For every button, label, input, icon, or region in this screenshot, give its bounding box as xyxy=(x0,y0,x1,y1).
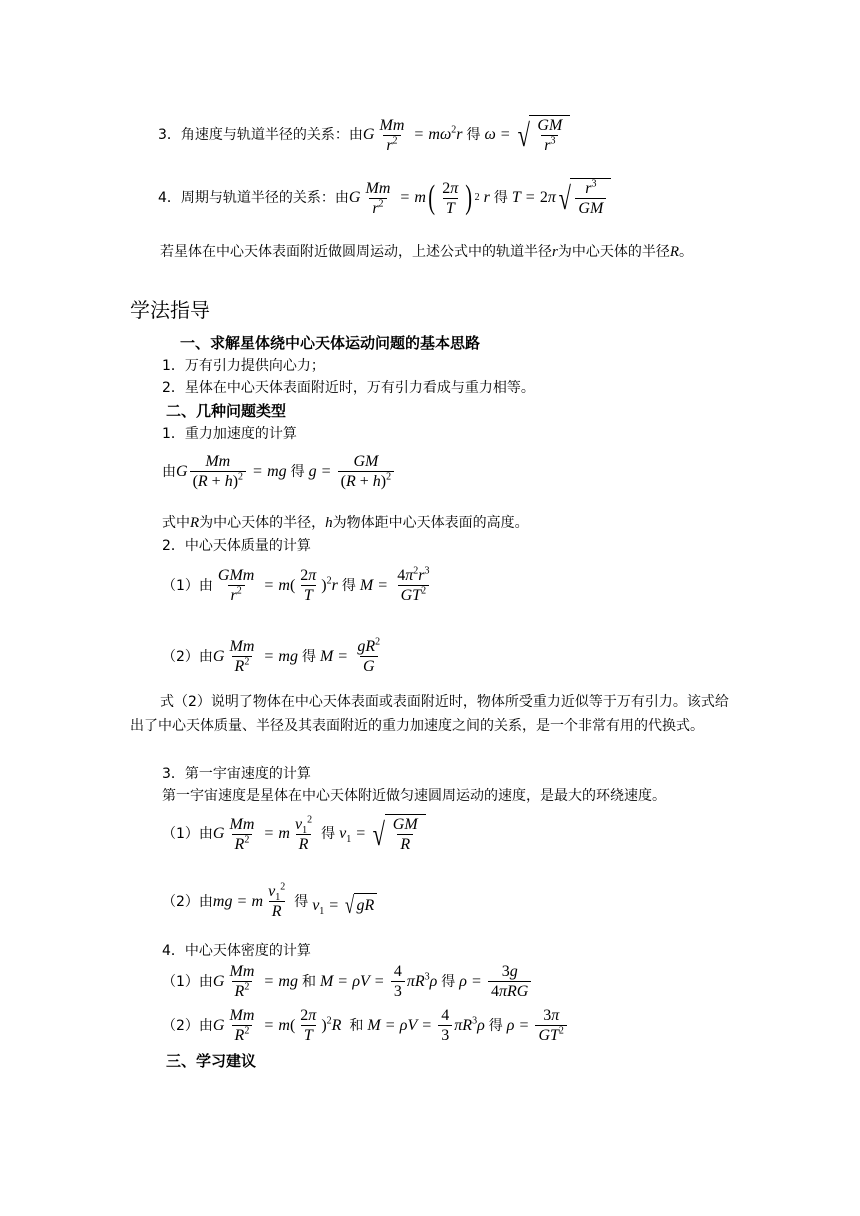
g-note-h: h xyxy=(325,515,333,531)
mass-title: 2．中心天体质量的计算 xyxy=(162,538,311,554)
mass-2-de: 得 xyxy=(301,648,316,665)
g-note-R: R xyxy=(190,515,200,531)
velocity-desc: 第一宇宙速度是星体在中心天体附近做匀速圆周运动的速度，是最大的环绕速度。 xyxy=(162,788,666,804)
g-note-b: 为中心天体的半径， xyxy=(199,515,326,531)
g-note-a: 式中 xyxy=(162,515,190,531)
heading-study-guide: 学法指导 xyxy=(130,298,210,322)
g-you: 由 xyxy=(162,463,176,480)
surface-note-a: 若星体在中心天体表面附近做圆周运动，上述公式中的轨道半径 xyxy=(160,244,552,260)
density-1-label: （1）由 xyxy=(162,973,213,990)
formula-4-de: 得 xyxy=(493,190,508,206)
surface-note xyxy=(160,242,693,262)
density-1-de: 得 xyxy=(441,973,456,990)
formula-3-label: 3．角速度与轨道半径的关系：由 xyxy=(158,127,363,143)
section-3-title: 三、学习建议 xyxy=(166,1052,257,1070)
mass-1-de: 得 xyxy=(341,577,356,594)
surface-note-r: r xyxy=(552,244,558,260)
formula-velocity-2: （2）由 mg = m $\frac{v_1^2}{R}$ 得 $v_1$ = √ gR xyxy=(162,882,377,921)
formula-period: 4．周期与轨道半径的关系：由 G $\frac{Mm}{r^2}$ = m ( $\frac{2\pi}{T}$ ) 2 r 得 T = 2 π √ $\frac{r^3}{GM}$ xyxy=(158,178,611,218)
velocity-title: 3．第一宇宙速度的计算 xyxy=(162,766,311,782)
formula-gravity-accel: 由 G $\frac{Mm}{(R + h)^2}$ = mg 得 g = $\frac{GM}{(R + h)^2}$ xyxy=(162,452,396,491)
section-1-item-2: 2．星体在中心天体表面附近时，万有引力看成与重力相等。 xyxy=(162,380,535,396)
density-title: 4．中心天体密度的计算 xyxy=(162,943,311,959)
formula-density-2: （2）由 G $\frac{Mm}{R^2}$ = m( $\frac{2\pi}{T}$ )$^2$R 和 M = ρV = $\frac{4}{3}$ $\pi R^3\rho$ 得 ρ = $\frac{3\pi}{GT^2}$ xyxy=(162,1006,569,1045)
formula-angular-velocity: 3．角速度与轨道半径的关系：由 G $\frac{Mm}{r^2}$ = $m\omega^2r$ 得 ω = √ $\frac{GM}{r^3}$ xyxy=(158,115,570,155)
g-de: 得 xyxy=(290,463,305,480)
formula-mass-1: （1）由 $\frac{\text{GMm}}{r^2}$ = m( $\frac{2\pi}{T}$ )$^2$r 得 M = $\frac{4\pi^2r^3}{GT^2}$ xyxy=(162,565,430,604)
section-1-item-1: 1．万有引力提供向心力； xyxy=(162,358,325,374)
velocity-1-de: 得 xyxy=(321,826,336,842)
section-2-title: 二、几种问题类型 xyxy=(166,402,287,420)
mass-explanation: 式（2）说明了物体在中心天体表面或表面附近时，物体所受重力近似等于万有引力。该式给出了中心天体质量、半径及其表面附近的重力加速度之间的关系，是一个非常有用的代换式。 xyxy=(130,694,729,734)
formula-4-label: 4．周期与轨道半径的关系：由 xyxy=(158,190,349,206)
formula-mass-2: （2）由 G $\frac{Mm}{R^2}$ = mg 得 M = $\frac{gR^2}{G}$ xyxy=(162,636,381,675)
density-1-he: 和 xyxy=(301,973,316,990)
surface-note-end: 。 xyxy=(679,244,694,260)
formula-3-de: 得 xyxy=(466,127,481,143)
g-note-c: 为物体距中心天体表面的高度。 xyxy=(332,515,529,531)
velocity-2-de: 得 xyxy=(294,893,309,910)
velocity-1-label: （1）由 xyxy=(162,826,213,842)
gravity-accel-note xyxy=(162,513,529,533)
formula-density-1: （1）由 G $\frac{Mm}{R^2}$ = mg 和 M = ρV = $\frac{4}{3}$ $\pi R^3\rho$ 得 ρ = $\frac{3g}{\text{4πRG}}$ xyxy=(162,962,533,1001)
surface-note-b: 为中心天体的半径 xyxy=(557,244,670,260)
gravity-accel-title: 1．重力加速度的计算 xyxy=(162,426,297,442)
surface-note-R: R xyxy=(669,244,680,260)
velocity-2-label: （2）由 xyxy=(162,893,213,910)
mass-2-label: （2）由 xyxy=(162,648,213,665)
density-2-he: 和 xyxy=(349,1017,364,1034)
section-1-title: 一、求解星体绕中心天体运动问题的基本思路 xyxy=(180,334,481,352)
density-2-label: （2）由 xyxy=(162,1017,213,1034)
formula-velocity-1: （1）由 G $\frac{Mm}{R^2}$ = m $\frac{v_1^2}{R}$ 得 $v_1$ = √ $\frac{GM}{R}$ xyxy=(162,814,426,854)
density-2-de: 得 xyxy=(488,1017,503,1034)
mass-1-label: （1）由 xyxy=(162,577,213,594)
